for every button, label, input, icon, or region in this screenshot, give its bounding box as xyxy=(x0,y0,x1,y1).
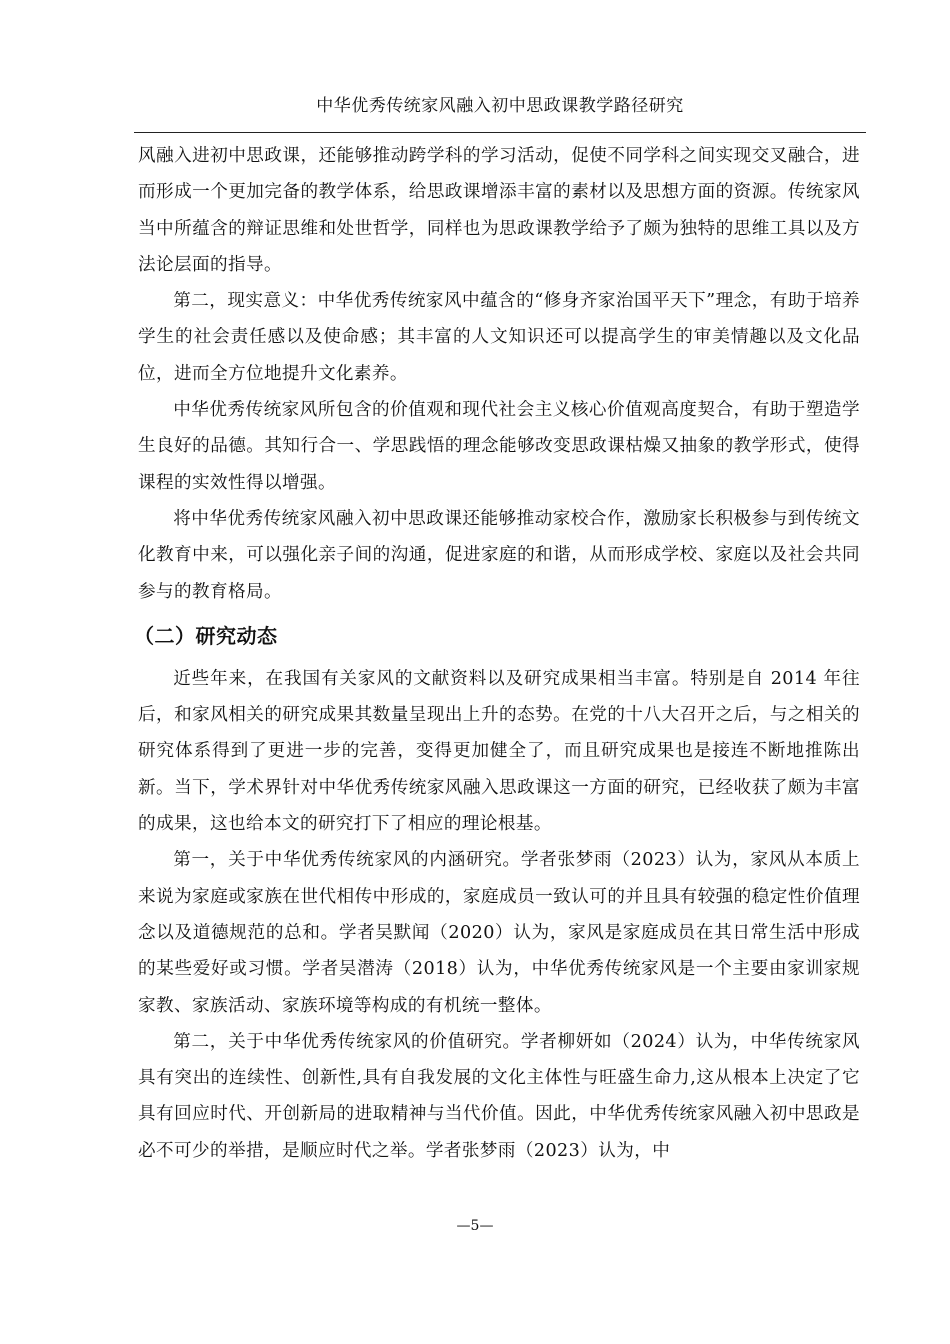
header-rule xyxy=(134,132,866,133)
paragraph-home-school: 将中华优秀传统家风融入初中思政课还能够推动家校合作，激励家长积极参与到传统文化教育中来，可以强化亲子间的沟通，促进家庭的和谐，从而形成学校、家庭以及社会共同参与的教育格局。 xyxy=(138,508,860,602)
paragraph-continued: 风融入进初中思政课，还能够推动跨学科的学习活动，促使不同学科之间实现交叉融合，进而形成一个更加完备的教学体系，给思政课增添丰富的素材以及思想方面的资源。传统家风当中所蕴含的辩证思维和处世哲学，同样也为思政课教学给予了颇为独特的思维工具以及方法论层面的指导。 xyxy=(138,146,860,275)
paragraph-research-overview: 近些年来，在我国有关家风的文献资料以及研究成果相当丰富。特别是自 2014 年往后，和家风相关的研究成果其数量呈现出上升的态势。在党的十八大召开之后，与之相关的研究体系得到了更进一步的完善，变得更加健全了，而且研究成果也是接连不断地推陈出新。当下，学术界针对中华优秀传统家风融入思政课这一方面的研究，已经收获了颇为丰富的成果，这也给本文的研究打下了相应的理论根基。 xyxy=(138,668,860,835)
page-number: —5— xyxy=(456,1218,494,1234)
paragraph-connotation-research: 第一，关于中华优秀传统家风的内涵研究。学者张梦雨（2023）认为，家风从本质上来说为家庭或家族在世代相传中形成的，家庭成员一致认可的并且具有较强的稳定性价值理念以及道德规范的总和。学者吴默闻（2020）认为，家风是家庭成员在其日常生活中形成的某些爱好或习惯。学者吴潜涛（2018）认为，中华优秀传统家风是一个主要由家训家规家教、家族活动、家族环境等构成的有机统一整体。 xyxy=(138,850,860,1016)
running-header: 中华优秀传统家风融入初中思政课教学路径研究 xyxy=(316,96,684,116)
section-heading: （二）研究动态 xyxy=(134,623,278,648)
paragraph-practical-significance: 第二，现实意义：中华优秀传统家风中蕴含的“修身齐家治国平天下”理念，有助于培养学生的社会责任感以及使命感；其丰富的人文知识还可以提高学生的审美情趣以及文化品位，进而全方位地提升文化素养。 xyxy=(138,291,860,384)
body-text xyxy=(134,138,860,1169)
paragraph-value-research: 第二，关于中华优秀传统家风的价值研究。学者柳妍如（2024）认为，中华传统家风具有突出的连续性、创新性,具有自我发展的文化主体性与旺盛生命力,这从根本上决定了它具有回应时代、开创新局的进取精神与当代价值。因此，中华优秀传统家风融入初中思政是必不可少的举措，是顺应时代之举。学者张梦雨（2023）认为，中 xyxy=(138,1031,860,1161)
paragraph-core-values: 中华优秀传统家风所包含的价值观和现代社会主义核心价值观高度契合，有助于塑造学生良好的品德。其知行合一、学思践悟的理念能够改变思政课枯燥又抽象的教学形式，使得课程的实效性得以增强。 xyxy=(138,400,860,493)
